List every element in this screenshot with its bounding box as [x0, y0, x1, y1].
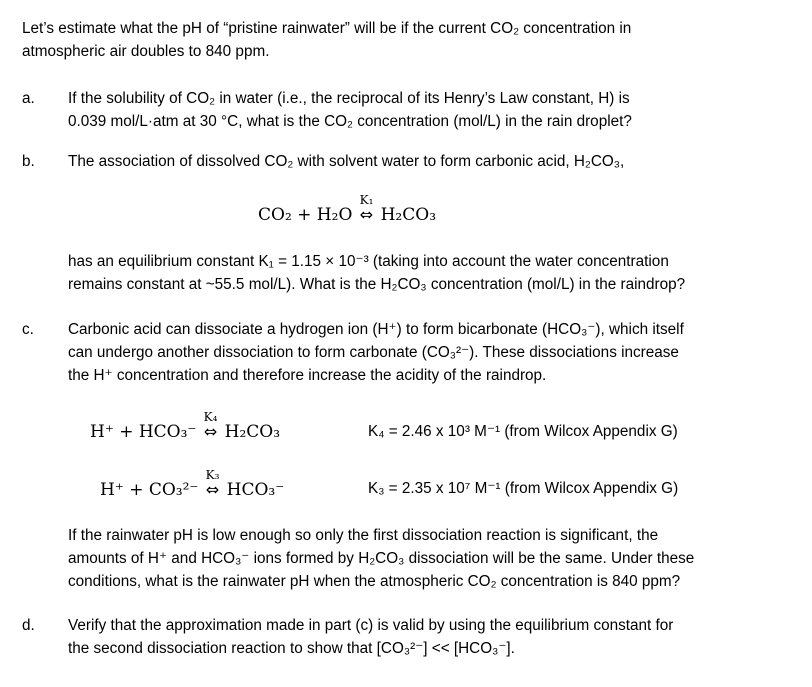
part-a-letter: a.	[22, 90, 35, 107]
part-a-text	[68, 87, 773, 133]
equation-k3-constant: K₃	[205, 468, 220, 482]
part-a-line-1: If the solubility of CO₂ in water (i.e., the reciprocal of its Henry’s Law constant, H) is	[68, 90, 630, 107]
part-c-letter: c.	[22, 321, 34, 338]
part-d-text	[68, 614, 773, 660]
part-b-letter: b.	[22, 153, 35, 170]
equation-k4-left: H⁺ + HCO₃⁻	[90, 422, 197, 442]
equation-k3-right: HCO₃⁻	[226, 480, 285, 500]
equation-k4-right: H₂CO₃	[224, 422, 281, 442]
part-d-line-2: the second dissociation reaction to show that [CO₃²⁻] << [HCO₃⁻].	[68, 640, 515, 657]
equilibrium-arrow-icon: ⇔ K₄	[204, 420, 217, 443]
intro-paragraph	[22, 17, 792, 63]
equation-k4	[90, 410, 281, 444]
part-c-text	[68, 318, 773, 387]
equation-k1-left: CO₂ + H₂O	[258, 205, 353, 225]
part-c-line-6: conditions, what is the rainwater pH when the atmospheric CO₂ concentration is 840 ppm?	[68, 573, 681, 590]
k3-value: K₃ = 2.35 x 10⁷ M⁻¹ (from Wilcox Appendix G)	[368, 480, 679, 497]
equation-k1-constant: K₁	[359, 193, 374, 207]
part-b-line-1: The association of dissolved CO₂ with solvent water to form carbonic acid, H₂CO₃,	[68, 153, 625, 170]
part-c-text-2	[68, 524, 773, 593]
part-d-letter: d.	[22, 617, 35, 634]
equation-k1-right: H₂CO₃	[380, 205, 437, 225]
part-c-line-2: can undergo another dissociation to form carbonate (CO₃²⁻). These dissociations increase	[68, 344, 679, 361]
part-c-line-4: If the rainwater pH is low enough so only the first dissociation reaction is significant, the	[68, 527, 659, 544]
k4-value: K₄ = 2.46 x 10³ M⁻¹ (from Wilcox Appendix G)	[368, 423, 678, 440]
part-a-line-2: 0.039 mol/L·atm at 30 °C, what is the CO₂ concentration (mol/L) in the rain droplet?	[68, 113, 632, 130]
part-c-line-5: amounts of H⁺ and HCO₃⁻ ions formed by H₂CO₃ dissociation will be the same. Under these	[68, 550, 695, 567]
part-c-line-3: the H⁺ concentration and therefore increase the acidity of the raindrop.	[68, 367, 547, 384]
equation-k4-constant: K₄	[203, 410, 218, 424]
equation-k3-left: H⁺ + CO₃²⁻	[100, 480, 199, 500]
intro-line-1: Let’s estimate what the pH of “pristine rainwater” will be if the current CO₂ concentration in	[22, 20, 632, 37]
part-b-text	[68, 150, 773, 173]
equilibrium-arrow-icon: ⇔ K₁	[360, 203, 373, 226]
intro-line-2: atmospheric air doubles to 840 ppm.	[22, 43, 270, 60]
equation-k3	[100, 468, 285, 502]
part-b-line-2: has an equilibrium constant K₁ = 1.15 × 10⁻³ (taking into account the water concentration	[68, 253, 669, 270]
part-b-text-2	[68, 250, 773, 296]
part-d-line-1: Verify that the approximation made in part (c) is valid by using the equilibrium constant for	[68, 617, 674, 634]
equilibrium-arrow-icon: ⇔ K₃	[206, 478, 219, 501]
part-c-line-1: Carbonic acid can dissociate a hydrogen ion (H⁺) to form bicarbonate (HCO₃⁻), which itself	[68, 321, 684, 338]
part-b-line-3: remains constant at ~55.5 mol/L). What is the H₂CO₃ concentration (mol/L) in the raindrop?	[68, 276, 686, 293]
equation-k1	[258, 193, 437, 227]
